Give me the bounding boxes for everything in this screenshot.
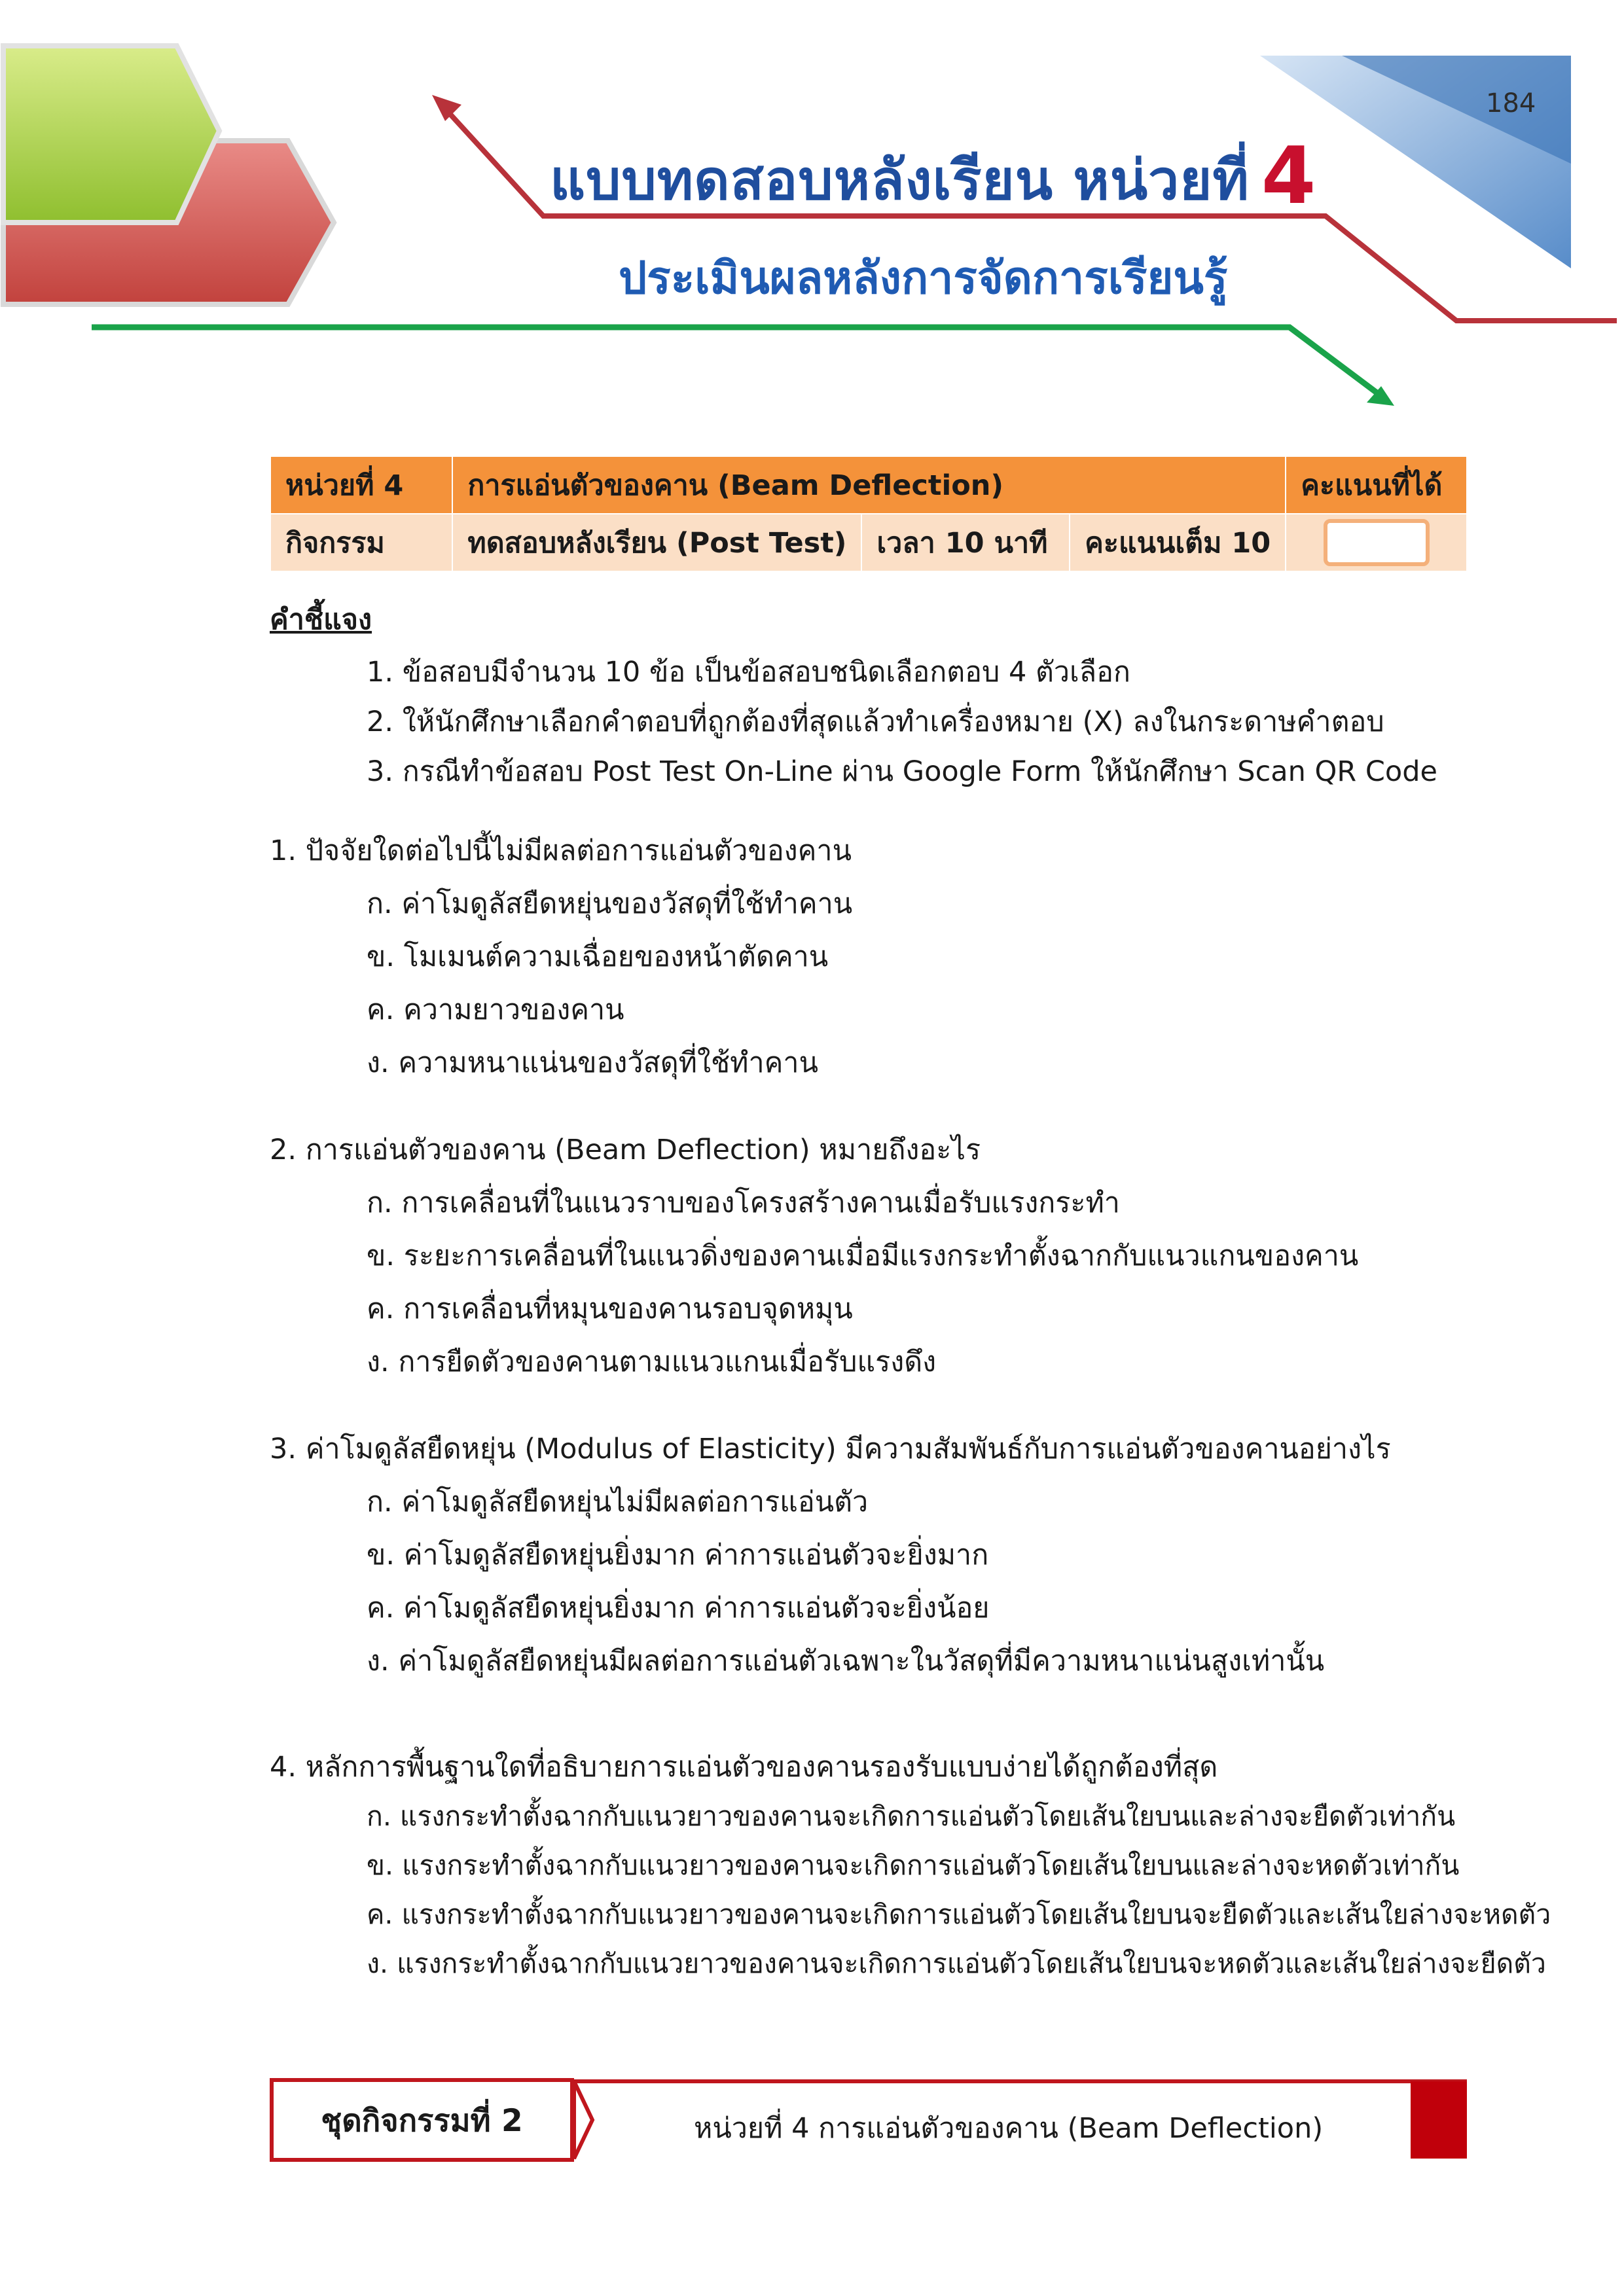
question-3-choice-c[interactable]: ค. ค่าโมดูลัสยืดหยุ่นยิ่งมาก ค่าการแอ่นตัวจะยิ่งน้อย <box>367 1592 990 1624</box>
score-label: คะแนนที่ได้ <box>1286 456 1467 514</box>
instructions-heading: คำชี้แจง <box>270 603 372 636</box>
question-3-choice-d[interactable]: ง. ค่าโมดูลัสยืดหยุ่นมีผลต่อการแอ่นตัวเฉพาะในวัสดุที่มีความหนาแน่นสูงเท่านั้น <box>367 1645 1325 1677</box>
info-row-activity <box>270 514 1467 571</box>
question-4-choice-d[interactable]: ง. แรงกระทำตั้งฉากกับแนวยาวของคานจะเกิดการแอ่นตัวโดยเส้นใยบนจะหดตัวและเส้นใยล่างจะยืดตัว <box>367 1948 1546 1979</box>
question-2-choice-c[interactable]: ค. การเคลื่อนที่หมุนของคานรอบจุดหมุน <box>367 1293 853 1325</box>
question-1-choice-a[interactable]: ก. ค่าโมดูลัสยืดหยุ่นของวัสดุที่ใช้ทำคาน <box>367 888 853 920</box>
header-decoration <box>0 0 1624 458</box>
question-3-choice-a[interactable]: ก. ค่าโมดูลัสยืดหยุ่นไม่มีผลต่อการแอ่นตัว <box>367 1486 869 1518</box>
activity-name: ทดสอบหลังเรียน (Post Test) <box>452 514 861 571</box>
unit-name: การแอ่นตัวของคาน (Beam Deflection) <box>452 456 1286 514</box>
question-2-choice-a[interactable]: ก. การเคลื่อนที่ในแนวราบของโครงสร้างคานเมื่อรับแรงกระทำ <box>367 1187 1120 1219</box>
unit-number: 4 <box>1261 131 1317 222</box>
score-cell <box>1286 514 1467 571</box>
question-2-choice-b[interactable]: ข. ระยะการเคลื่อนที่ในแนวดิ่งของคานเมื่อมีแรงกระทำตั้งฉากกับแนวแกนของคาน <box>367 1240 1359 1272</box>
time-limit: เวลา 10 นาที <box>861 514 1070 571</box>
page-subtitle: ประเมินผลหลังการจัดการเรียนรู้ <box>619 253 1228 304</box>
score-input-box[interactable] <box>1324 519 1430 566</box>
info-row-unit <box>270 456 1467 514</box>
question-2-choice-d[interactable]: ง. การยืดตัวของคานตามแนวแกนเมื่อรับแรงดึง <box>367 1346 937 1378</box>
page-title-text: แบบทดสอบหลังเรียน หน่วยที่ <box>550 148 1250 212</box>
question-1-choice-c[interactable]: ค. ความยาวของคาน <box>367 994 624 1026</box>
question-4: 4. หลักการพื้นฐานใดที่อธิบายการแอ่นตัวของคานรองรับแบบง่ายได้ถูกต้องที่สุด <box>270 1751 1218 1784</box>
info-table <box>270 456 1468 572</box>
footer-red-block <box>1411 2081 1467 2159</box>
question-3: 3. ค่าโมดูลัสยืดหยุ่น (Modulus of Elasticity) มีความสัมพันธ์กับการแอ่นตัวของคานอย่างไร <box>270 1433 1391 1465</box>
full-score: คะแนนเต็ม 10 <box>1070 514 1286 571</box>
instruction-item: 1. ข้อสอบมีจำนวน 10 ข้อ เป็นข้อสอบชนิดเลือกตอบ 4 ตัวเลือก <box>367 656 1130 689</box>
page-title <box>550 131 1316 223</box>
page-number: 184 <box>1486 88 1536 118</box>
question-4-choice-a[interactable]: ก. แรงกระทำตั้งฉากกับแนวยาวของคานจะเกิดการแอ่นตัวโดยเส้นใยบนและล่างจะยืดตัวเท่ากัน <box>367 1801 1456 1832</box>
activity-set-label: ชุดกิจกรรมที่ 2 <box>270 2078 574 2162</box>
instruction-item: 3. กรณีทำข้อสอบ Post Test On-Line ผ่าน Google Form ให้นักศึกษา Scan QR Code <box>367 755 1437 788</box>
question-1-choice-b[interactable]: ข. โมเมนต์ความเฉื่อยของหน้าตัดคาน <box>367 941 829 973</box>
question-4-choice-b[interactable]: ข. แรงกระทำตั้งฉากกับแนวยาวของคานจะเกิดการแอ่นตัวโดยเส้นใยบนและล่างจะหดตัวเท่ากัน <box>367 1850 1460 1881</box>
green-chevron-shape <box>3 46 219 223</box>
unit-label: หน่วยที่ 4 <box>270 456 452 514</box>
footer-unit-text: หน่วยที่ 4 การแอ่นตัวของคาน (Beam Deflection) <box>694 2112 1324 2145</box>
question-3-choice-b[interactable]: ข. ค่าโมดูลัสยืดหยุ่นยิ่งมาก ค่าการแอ่นตัวจะยิ่งมาก <box>367 1539 989 1571</box>
question-2: 2. การแอ่นตัวของคาน (Beam Deflection) หมายถึงอะไร <box>270 1134 981 1166</box>
green-arrow-line <box>92 327 1381 396</box>
question-1-choice-d[interactable]: ง. ความหนาแน่นของวัสดุที่ใช้ทำคาน <box>367 1047 818 1079</box>
question-4-choice-c[interactable]: ค. แรงกระทำตั้งฉากกับแนวยาวของคานจะเกิดการแอ่นตัวโดยเส้นใยบนจะยืดตัวและเส้นใยล่างจะหดตัว <box>367 1899 1551 1930</box>
question-1: 1. ปัจจัยใดต่อไปนี้ไม่มีผลต่อการแอ่นตัวของคาน <box>270 834 852 867</box>
activity-label: กิจกรรม <box>270 514 452 571</box>
instruction-item: 2. ให้นักศึกษาเลือกคำตอบที่ถูกต้องที่สุดแล้วทำเครื่องหมาย (X) ลงในกระดาษคำตอบ <box>367 706 1384 738</box>
